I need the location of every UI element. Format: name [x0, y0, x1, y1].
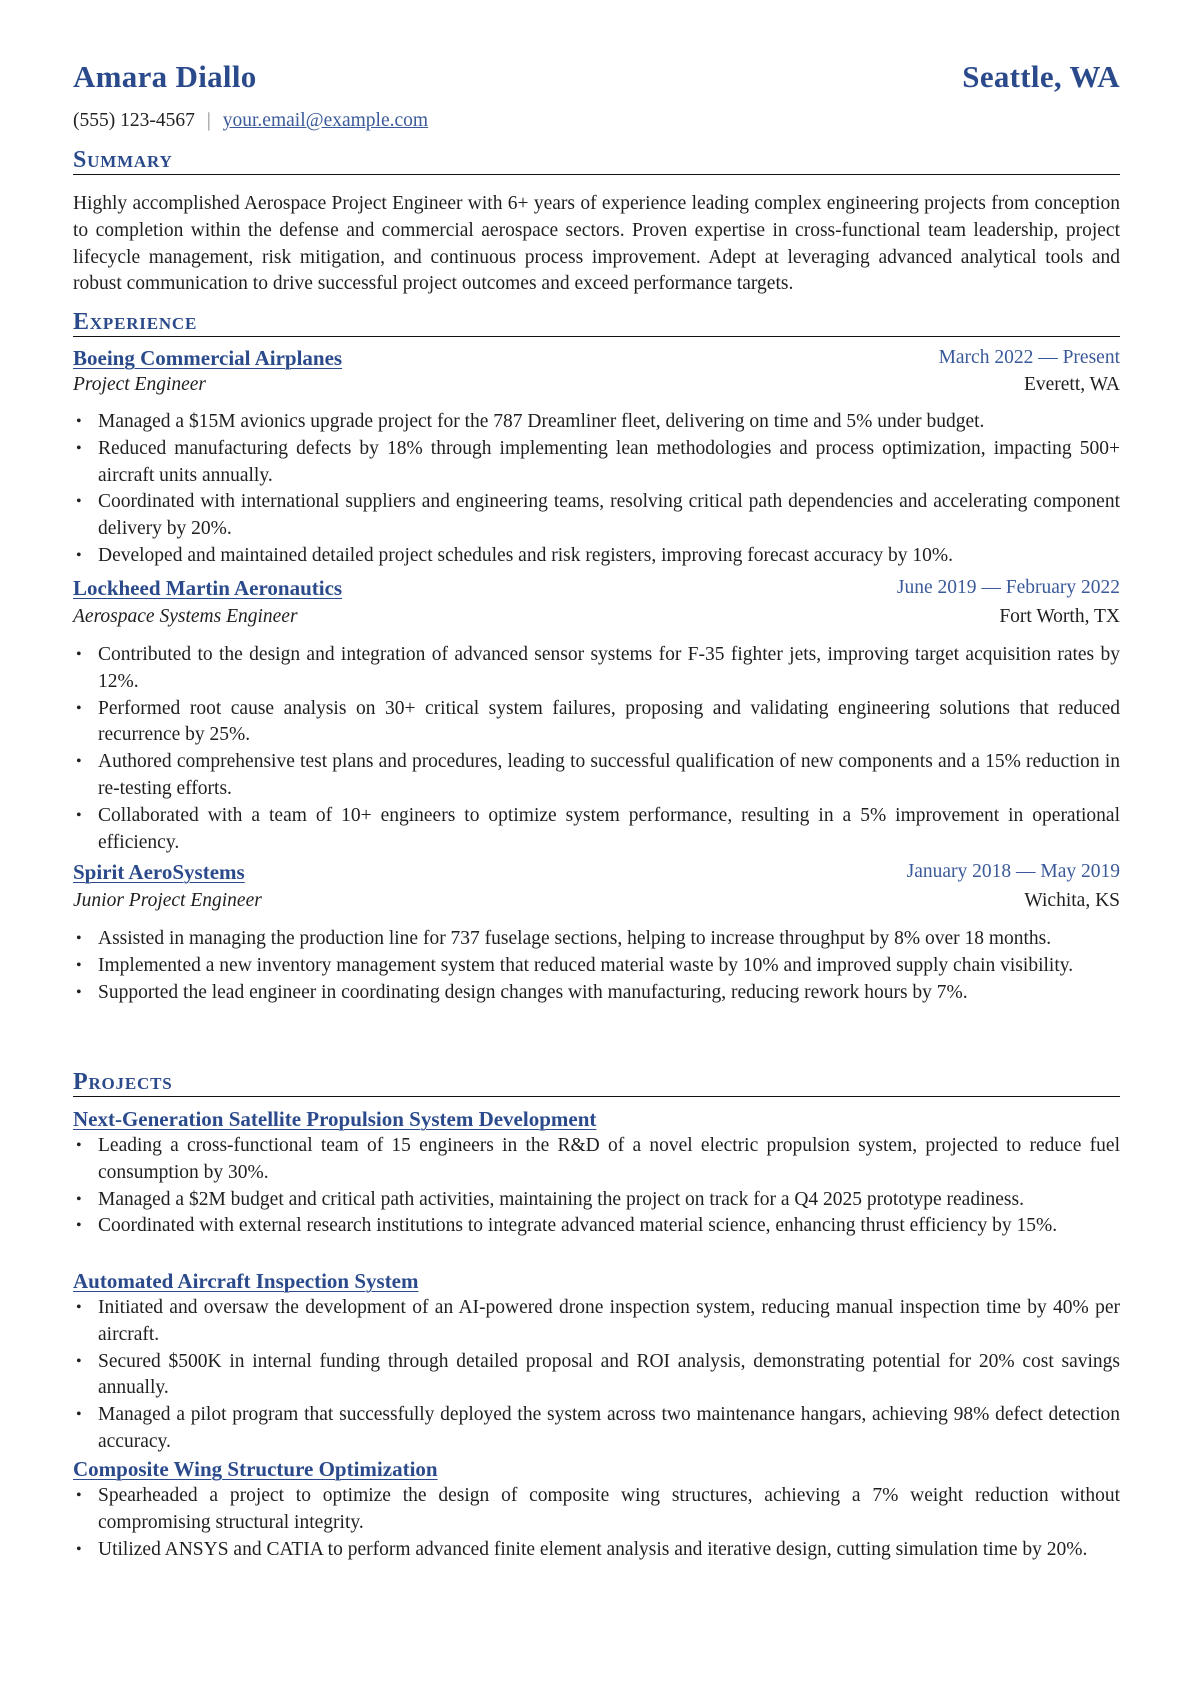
section-heading-experience: Experience [73, 308, 1120, 337]
company-name-link[interactable]: Spirit AeroSystems [73, 860, 245, 884]
company-name-link[interactable]: Boeing Commercial Airplanes [73, 346, 343, 370]
section-heading-summary: Summary [73, 146, 1120, 175]
contact-separator: | [206, 110, 211, 131]
bullet-item: • Managed a pilot program that successfully deployed the system across two maintenance hangars, achieving 98% defect detection accuracy. [73, 1402, 1120, 1456]
bullet-item: • Authored comprehensive test plans and procedures, leading to successful qualification of new components and a 15% reduction in re-testing efforts. [73, 749, 1120, 803]
job-location: Wichita, KS [1024, 890, 1120, 911]
phone-number: (555) 123-4567 [73, 110, 195, 131]
project-entry [73, 1456, 1120, 1563]
job-dates: March 2022 — Present [938, 347, 1120, 368]
bullet-item: • Reduced manufacturing defects by 18% through implementing lean methodologies and process optimization, impacting 500+ aircraft units annually. [73, 436, 1120, 490]
bullet-item: • Implemented a new inventory management system that reduced material waste by 10% and improved supply chain visibility. [73, 953, 1120, 980]
bullet-item: • Spearheaded a project to optimize the design of composite wing structures, achieving a 7% weight reduction without compromising structural integrity. [73, 1483, 1120, 1537]
candidate-name: Amara Diallo [73, 59, 257, 94]
project-bullets [73, 1133, 1120, 1240]
bullet-item: • Collaborated with a team of 10+ engineers to optimize system performance, resulting in a 5% improvement in operational efficiency. [73, 803, 1120, 857]
job-role: Junior Project Engineer [73, 890, 262, 911]
section-heading-projects: Projects [73, 1068, 1120, 1097]
email-link[interactable]: your.email@example.com [222, 110, 429, 131]
project-name-link[interactable]: Composite Wing Structure Optimization [73, 1457, 438, 1481]
job-role: Project Engineer [73, 374, 207, 395]
job-bullets [73, 409, 1120, 570]
project-entry [73, 1268, 1120, 1456]
summary-text: Highly accomplished Aerospace Project Engineer with 6+ years of experience leading complex engineering projects from conception to completion within the defense and commercial aerospace sectors. Proven expertise in cross-functional team leadership, project lifecycle management, risk mitigation, and continuous process improvement. Adept at leveraging advanced analytical tools and robust communication to drive successful project outcomes and exceed performance targets. [73, 193, 1120, 295]
job-role: Aerospace Systems Engineer [73, 606, 298, 627]
job-bullets [73, 642, 1120, 856]
project-name-link[interactable]: Automated Aircraft Inspection System [73, 1269, 419, 1293]
job-bullets [73, 926, 1120, 1006]
bullet-item: • Contributed to the design and integration of advanced sensor systems for F-35 fighter jets, improving target acquisition rates by 12%. [73, 642, 1120, 696]
bullet-item: • Leading a cross-functional team of 15 engineers in the R&D of a novel electric propulsion system, projected to reduce fuel consumption by 30%. [73, 1133, 1120, 1187]
job-location: Fort Worth, TX [999, 606, 1120, 627]
bullet-item: • Initiated and oversaw the development of an AI-powered drone inspection system, reducing manual inspection time by 40% per aircraft. [73, 1295, 1120, 1349]
job-entry [73, 575, 1120, 856]
job-dates: June 2019 — February 2022 [896, 577, 1120, 598]
bullet-item: • Managed a $2M budget and critical path activities, maintaining the project on track for a Q4 2025 prototype readiness. [73, 1187, 1120, 1214]
resume-header [73, 59, 1120, 104]
contact-line [73, 108, 428, 135]
project-bullets [73, 1483, 1120, 1563]
project-bullets [73, 1295, 1120, 1456]
bullet-item: • Supported the lead engineer in coordinating design changes with manufacturing, reducing rework hours by 7%. [73, 980, 1120, 1007]
bullet-item: • Utilized ANSYS and CATIA to perform advanced finite element analysis and iterative design, cutting simulation time by 20%. [73, 1537, 1120, 1564]
bullet-item: • Coordinated with international suppliers and engineering teams, resolving critical path dependencies and accelerating component delivery by 20%. [73, 489, 1120, 543]
project-entry [73, 1106, 1120, 1240]
bullet-item: • Developed and maintained detailed project schedules and risk registers, improving forecast accuracy by 10%. [73, 543, 1120, 570]
job-location: Everett, WA [1023, 374, 1120, 395]
candidate-location: Seattle, WA [962, 59, 1120, 94]
job-entry [73, 345, 1120, 570]
project-name-link[interactable]: Next-Generation Satellite Propulsion System Development [73, 1107, 597, 1131]
job-dates: January 2018 — May 2019 [906, 861, 1120, 882]
company-name-link[interactable]: Lockheed Martin Aeronautics [73, 576, 343, 600]
bullet-item: • Coordinated with external research institutions to integrate advanced material science, enhancing thrust efficiency by 15%. [73, 1213, 1120, 1240]
bullet-item: • Managed a $15M avionics upgrade project for the 787 Dreamliner fleet, delivering on time and 5% under budget. [73, 409, 1120, 436]
job-entry [73, 859, 1120, 1006]
bullet-item: • Assisted in managing the production line for 737 fuselage sections, helping to increase throughput by 8% over 18 months. [73, 926, 1120, 953]
bullet-item: • Secured $500K in internal funding through detailed proposal and ROI analysis, demonstrating potential for 20% cost savings annually. [73, 1349, 1120, 1403]
bullet-item: • Performed root cause analysis on 30+ critical system failures, proposing and validating engineering solutions that reduced recurrence by 25%. [73, 696, 1120, 750]
